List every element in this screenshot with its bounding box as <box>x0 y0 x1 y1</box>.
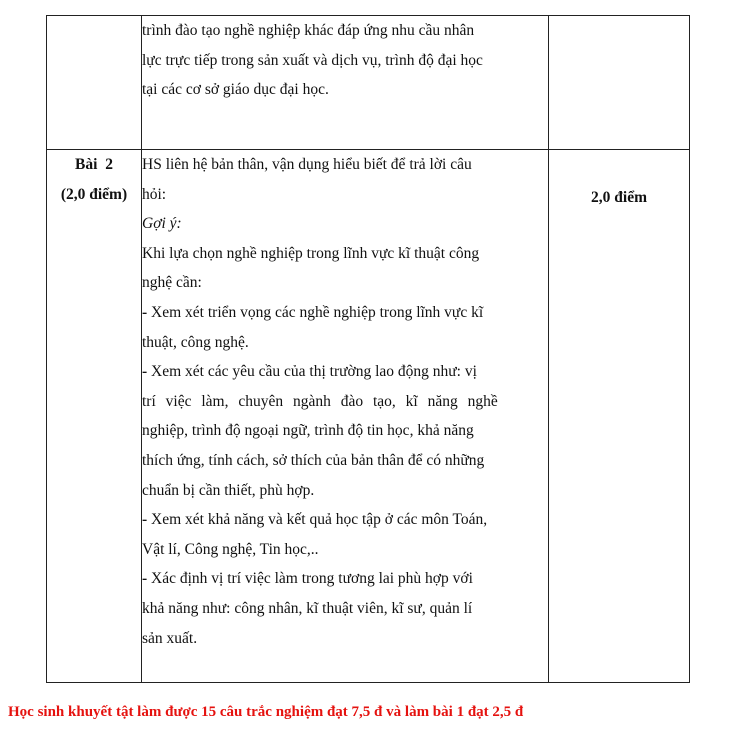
bullet-marker: - <box>142 363 148 381</box>
disability-note: Học sinh khuyết tật làm được 15 câu trắc nghiệm đạt 7,5 đ và làm bài 1 đạt 2,5 đ <box>8 704 524 720</box>
bullet-marker: - <box>142 303 148 321</box>
content-line: trình đào tạo nghề nghiệp khác đáp ứng nhu cầu nhân <box>142 22 475 39</box>
content-cell-continuation <box>142 16 549 150</box>
content-line: tại các cơ sở giáo dục đại học. <box>142 81 329 99</box>
answer-table <box>46 15 690 683</box>
bullet-marker: - <box>142 511 148 529</box>
score-cell <box>549 150 690 683</box>
bullet-2-cont: trí việc làm, chuyên ngành đào tạo, kĩ năng nghề <box>142 392 498 410</box>
bullet-3-cont: Vật lí, Công nghệ, Tin học,.. <box>142 540 319 558</box>
score-value: 2,0 điểm <box>591 189 647 206</box>
bullet-4-cont: sản xuất. <box>142 629 198 647</box>
answer-content-cell <box>142 150 549 683</box>
bullet-text: Xem xét các yêu cầu của thị trường lao động như: vị <box>151 363 477 381</box>
bullet-4-cont: khả năng như: công nhân, kĩ thuật viên, kĩ sư, quản lí <box>142 599 473 617</box>
bullet-1-cont: thuật, công nghệ. <box>142 333 249 351</box>
content-line: lực trực tiếp trong sản xuất và dịch vụ, trình độ đại học <box>142 51 483 69</box>
bullet-1 <box>142 298 548 328</box>
bullet-2-cont: chuẩn bị cần thiết, phù hợp. <box>142 481 315 499</box>
question-points: (2,0 điểm) <box>60 185 128 203</box>
lead-line: Khi lựa chọn nghề nghiệp trong lĩnh vực kĩ thuật công <box>142 244 480 262</box>
hint-label: Gợi ý: <box>142 215 182 233</box>
intro-line: HS liên hệ bản thân, vận dụng hiểu biết để trả lời câu <box>142 156 472 173</box>
bullet-marker: - <box>142 570 148 588</box>
bullet-2-cont: nghiệp, trình độ ngoại ngữ, trình độ tin học, khả năng <box>142 422 474 440</box>
score-cell-empty <box>549 16 690 150</box>
bullet-text: Xem xét triển vọng các nghề nghiệp trong lĩnh vực kĩ <box>151 303 484 321</box>
bullet-text: Xác định vị trí việc làm trong tương lai phù hợp với <box>151 570 473 588</box>
bullet-2-cont: thích ứng, tính cách, sở thích của bản thân để có những <box>142 451 485 469</box>
bullet-4 <box>142 564 548 594</box>
question-number: Bài 2 <box>75 156 113 173</box>
bullet-text: Xem xét khả năng và kết quả học tập ở các môn Toán, <box>151 511 488 529</box>
label-cell-empty <box>47 16 142 150</box>
table-row-bai-2 <box>47 150 690 683</box>
bullet-3 <box>142 505 548 535</box>
intro-line: hỏi: <box>142 185 167 203</box>
lead-line: nghệ cần: <box>142 274 202 292</box>
table-row-continuation <box>47 16 690 150</box>
question-label-cell <box>47 150 142 683</box>
bullet-2 <box>142 357 548 387</box>
hint-line <box>142 209 548 239</box>
